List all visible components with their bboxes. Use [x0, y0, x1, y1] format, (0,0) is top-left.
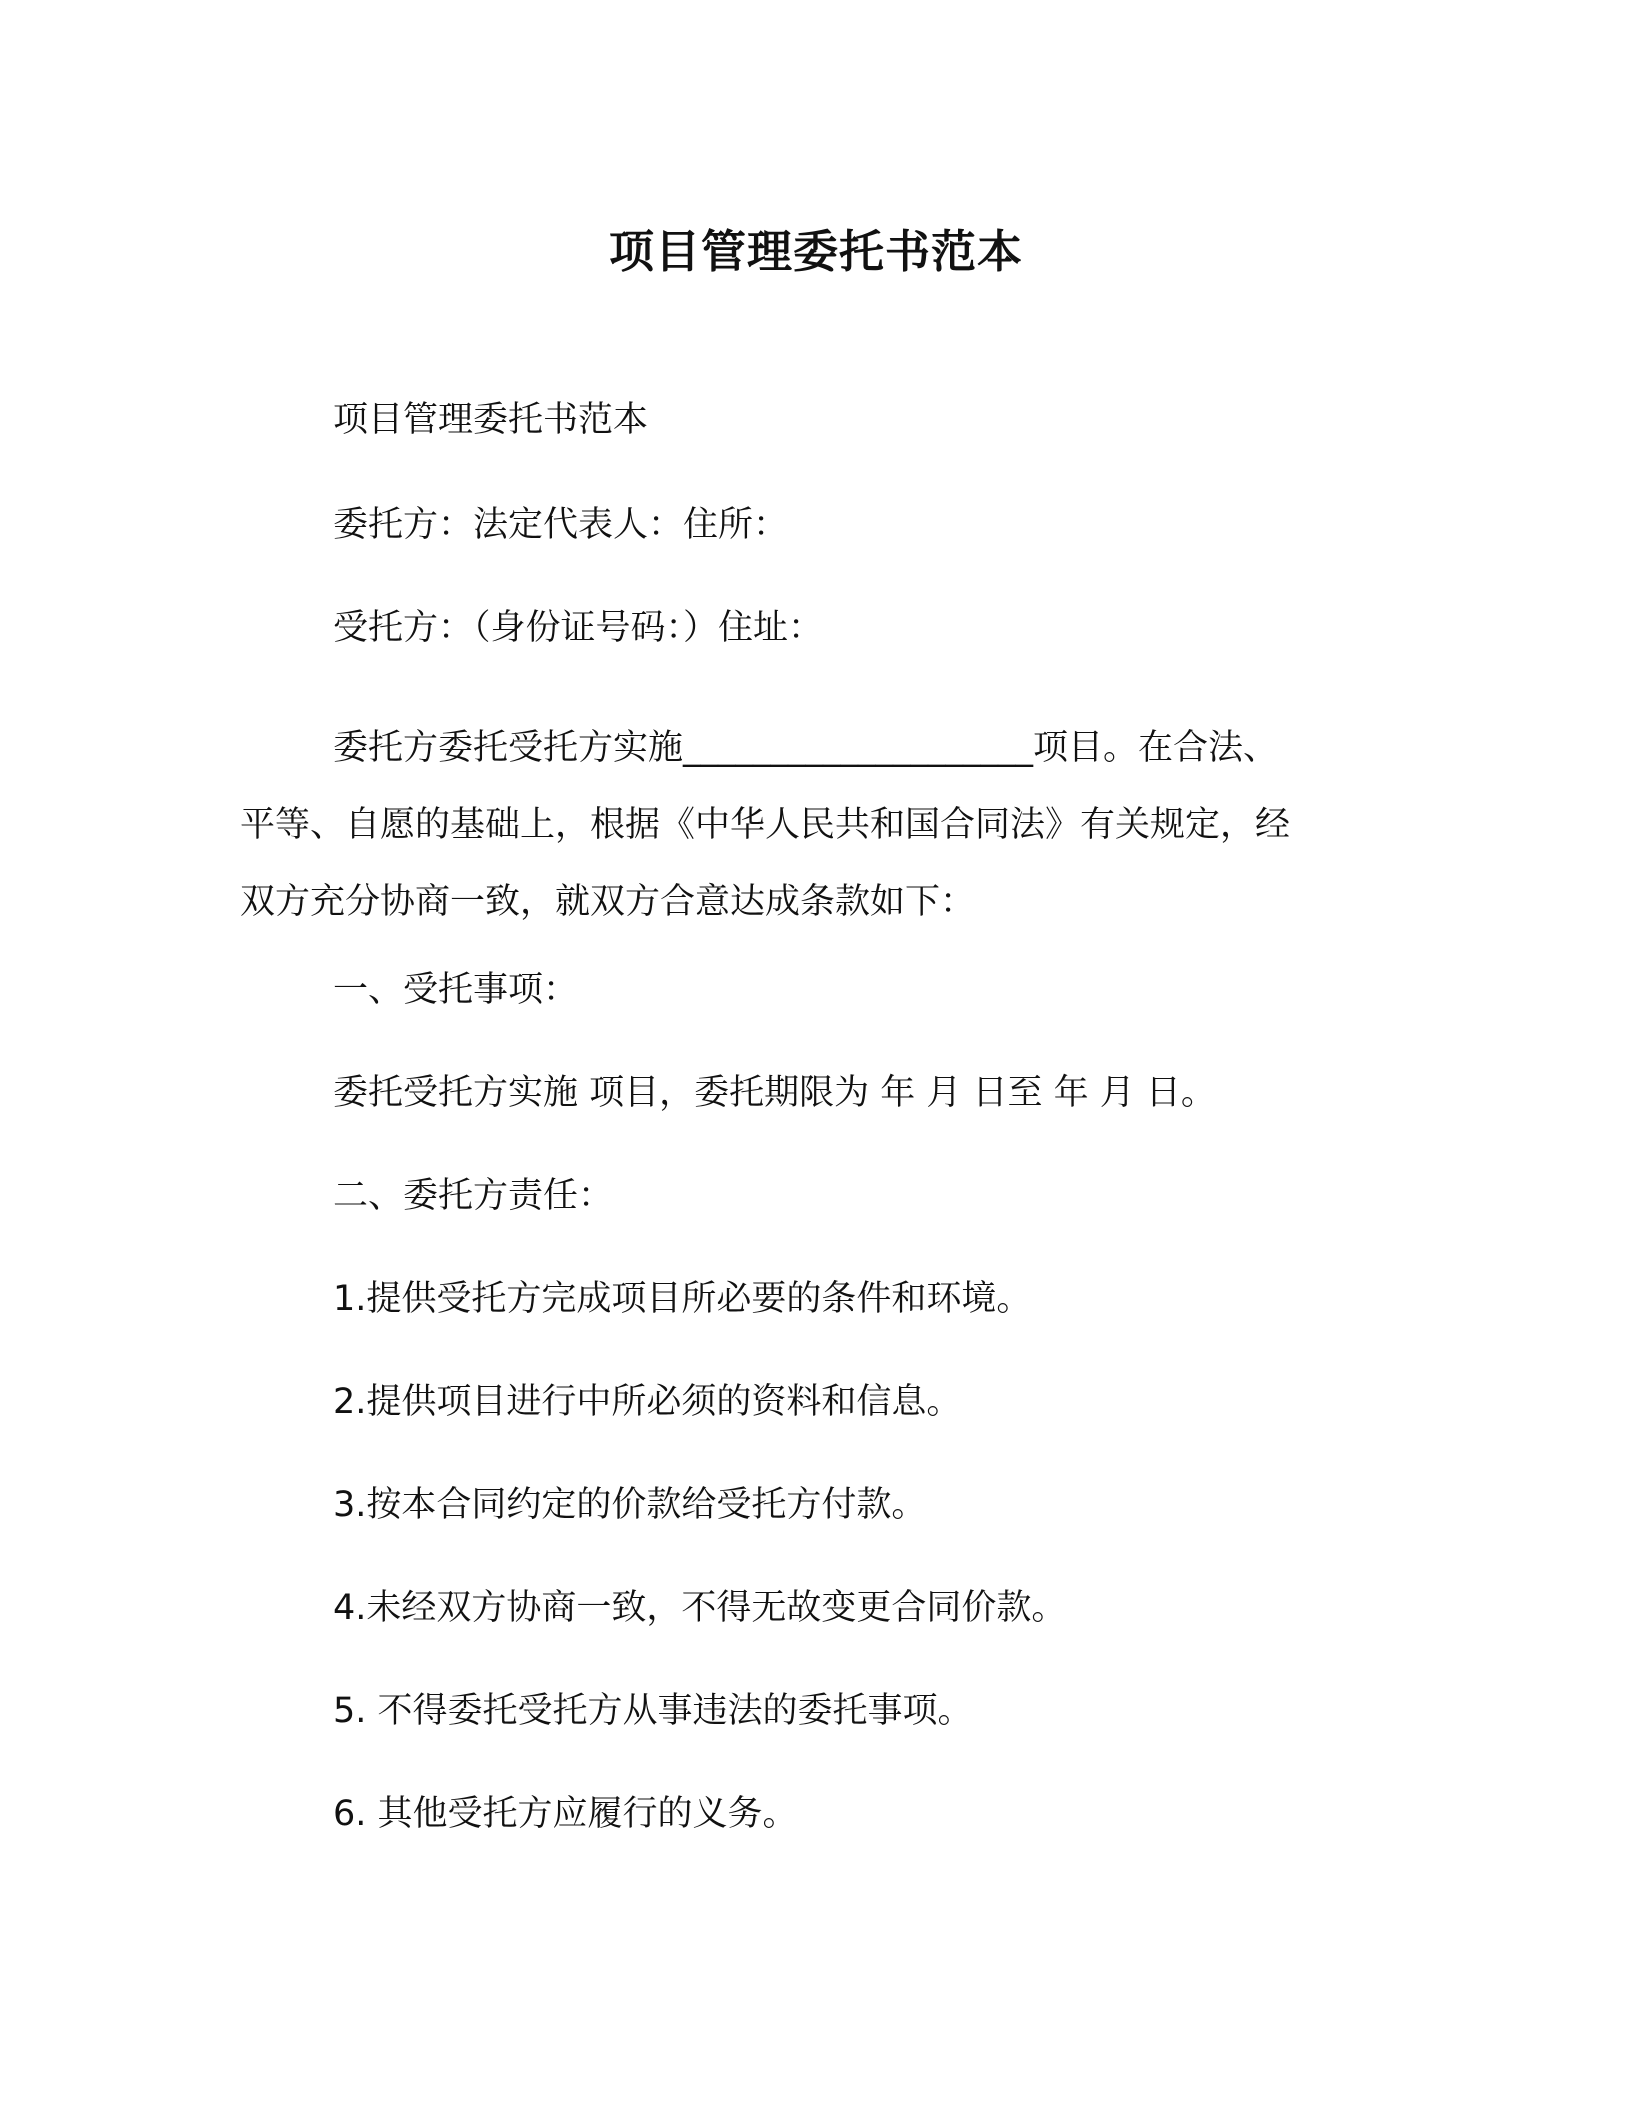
list-item-6: 6. 其他受托方应履行的义务。 [333, 1794, 798, 1834]
section1-heading: 一、受托事项： [333, 970, 579, 1010]
document-title: 项目管理委托书范本 [608, 225, 1023, 278]
intro-row-1: 委托方委托受托方实施____________________项目。在合法、 [333, 728, 1279, 768]
document-subtitle: 项目管理委托书范本 [333, 400, 649, 440]
list-item-2: 2.提供项目进行中所必须的资料和信息。 [333, 1382, 962, 1422]
list-item-5: 5. 不得委托受托方从事违法的委托事项。 [333, 1691, 973, 1731]
list-item-1: 1.提供受托方完成项目所必要的条件和环境。 [333, 1279, 1032, 1319]
intro-paragraph [240, 710, 1400, 941]
section2-heading: 二、委托方责任： [333, 1176, 614, 1216]
intro-row-2: 平等、自愿的基础上，根据《中华人民共和国合同法》有关规定，经 [240, 805, 1291, 845]
list-item-3: 3.按本合同约定的价款给受托方付款。 [333, 1485, 927, 1525]
intro-row-3: 双方充分协商一致，就双方合意达成条款如下： [240, 882, 976, 922]
agent-line: 受托方：（身份证号码：）住址： [333, 608, 824, 648]
section1-body: 委托受托方实施 项目，委托期限为 年 月 日至 年 月 日。 [333, 1073, 1216, 1113]
list-item-4: 4.未经双方协商一致，不得无故变更合同价款。 [333, 1588, 1067, 1628]
principal-line: 委托方：法定代表人：住所： [333, 505, 789, 545]
